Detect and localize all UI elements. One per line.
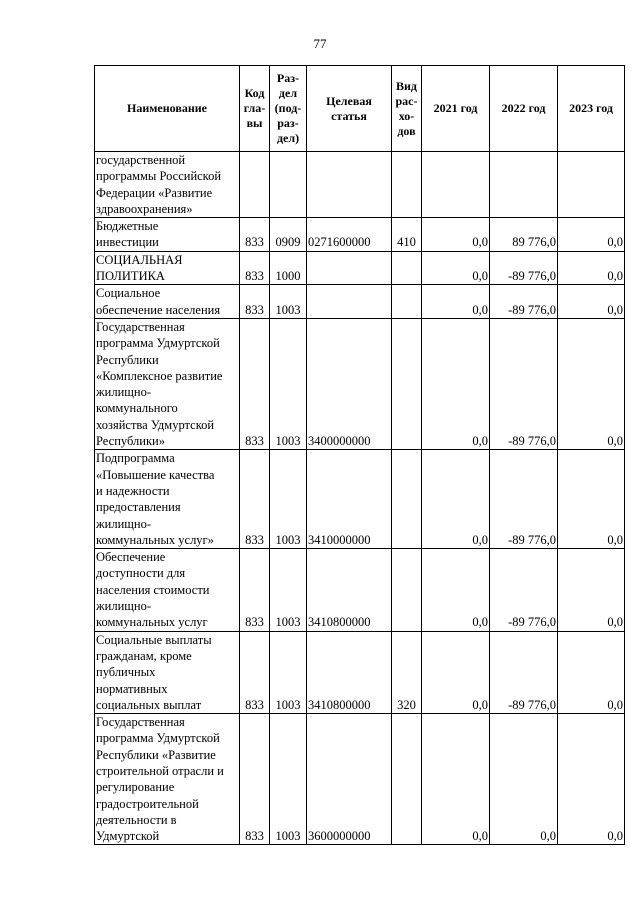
row-2021: 0,0 — [422, 450, 490, 549]
table-row — [95, 285, 625, 319]
row-2021: 0,0 — [422, 631, 490, 713]
row-2021: 0,0 — [422, 714, 490, 845]
row-expense-type: 320 — [392, 631, 422, 713]
row-2021: 0,0 — [422, 218, 490, 252]
row-expense-type — [392, 152, 422, 218]
row-2022: -89 776,0 — [490, 549, 558, 631]
row-name: Государственная программа Удмуртской Республики «Развитие строительной отрасли и регулирование градостроительной деятельности в Удмуртской — [95, 714, 240, 845]
row-article: 3410000000 — [307, 450, 392, 549]
row-name: государственной программы Российской Федерации «Развитие здравоохранения» — [95, 152, 240, 218]
table-row — [95, 714, 625, 845]
row-article: 3600000000 — [307, 714, 392, 845]
row-article: 3410800000 — [307, 631, 392, 713]
row-expense-type — [392, 318, 422, 449]
row-2021: 0,0 — [422, 251, 490, 285]
header-2022: 2022 год — [490, 66, 558, 152]
row-section — [270, 152, 307, 218]
table-row — [95, 152, 625, 218]
row-2022: -89 776,0 — [490, 285, 558, 319]
row-article — [307, 285, 392, 319]
row-section: 0909 — [270, 218, 307, 252]
table-row — [95, 450, 625, 549]
row-2023: 0,0 — [558, 450, 625, 549]
row-2023: 0,0 — [558, 714, 625, 845]
row-expense-type: 410 — [392, 218, 422, 252]
row-expense-type — [392, 450, 422, 549]
row-name: Бюджетные инвестиции — [95, 218, 240, 252]
row-2023: 0,0 — [558, 318, 625, 449]
row-name: Социальные выплаты гражданам, кроме публичных нормативных социальных выплат — [95, 631, 240, 713]
row-name: Социальное обеспечение населения — [95, 285, 240, 319]
row-section: 1003 — [270, 549, 307, 631]
row-2022 — [490, 152, 558, 218]
table-row — [95, 549, 625, 631]
row-article: 0271600000 — [307, 218, 392, 252]
row-2022: 89 776,0 — [490, 218, 558, 252]
row-2023: 0,0 — [558, 285, 625, 319]
row-section: 1003 — [270, 318, 307, 449]
row-code: 833 — [240, 450, 270, 549]
row-section: 1000 — [270, 251, 307, 285]
row-2021: 0,0 — [422, 285, 490, 319]
header-row — [95, 66, 625, 152]
row-name: СОЦИАЛЬНАЯ ПОЛИТИКА — [95, 251, 240, 285]
page-number: 77 — [313, 36, 327, 51]
row-section: 1003 — [270, 631, 307, 713]
row-2022: -89 776,0 — [490, 251, 558, 285]
header-2021: 2021 год — [422, 66, 490, 152]
row-section: 1003 — [270, 285, 307, 319]
table-row — [95, 318, 625, 449]
row-2023 — [558, 152, 625, 218]
row-expense-type — [392, 285, 422, 319]
row-code: 833 — [240, 631, 270, 713]
row-code: 833 — [240, 714, 270, 845]
row-article: 3400000000 — [307, 318, 392, 449]
table-row — [95, 631, 625, 713]
row-article — [307, 251, 392, 285]
header-article: Целевая статья — [307, 66, 392, 152]
row-name: Обеспечение доступности для населения стоимости жилищно- коммунальных услуг — [95, 549, 240, 631]
row-2022: -89 776,0 — [490, 631, 558, 713]
row-code: 833 — [240, 285, 270, 319]
table-row — [95, 218, 625, 252]
row-section: 1003 — [270, 714, 307, 845]
table-row — [95, 251, 625, 285]
row-2023: 0,0 — [558, 549, 625, 631]
row-2022: 0,0 — [490, 714, 558, 845]
row-name: Подпрограмма «Повышение качества и надежности предоставления жилищно- коммунальных услуг» — [95, 450, 240, 549]
row-code — [240, 152, 270, 218]
row-code: 833 — [240, 549, 270, 631]
row-code: 833 — [240, 251, 270, 285]
row-2022: -89 776,0 — [490, 318, 558, 449]
budget-table — [94, 65, 625, 845]
header-code: Код гла- вы — [240, 66, 270, 152]
row-name: Государственная программа Удмуртской Республики «Комплексное развитие жилищно- коммунального хозяйства Удмуртской Республики» — [95, 318, 240, 449]
row-2022: -89 776,0 — [490, 450, 558, 549]
row-expense-type — [392, 714, 422, 845]
row-expense-type — [392, 251, 422, 285]
row-2023: 0,0 — [558, 631, 625, 713]
header-section: Раз- дел (под- раз- дел) — [270, 66, 307, 152]
header-2023: 2023 год — [558, 66, 625, 152]
header-expense-type: Вид рас- хо- дов — [392, 66, 422, 152]
row-2023: 0,0 — [558, 251, 625, 285]
row-2023: 0,0 — [558, 218, 625, 252]
row-section: 1003 — [270, 450, 307, 549]
row-2021: 0,0 — [422, 318, 490, 449]
row-code: 833 — [240, 318, 270, 449]
row-code: 833 — [240, 218, 270, 252]
row-2021: 0,0 — [422, 549, 490, 631]
row-article: 3410800000 — [307, 549, 392, 631]
row-article — [307, 152, 392, 218]
row-expense-type — [392, 549, 422, 631]
header-name: Наименование — [95, 66, 240, 152]
row-2021 — [422, 152, 490, 218]
